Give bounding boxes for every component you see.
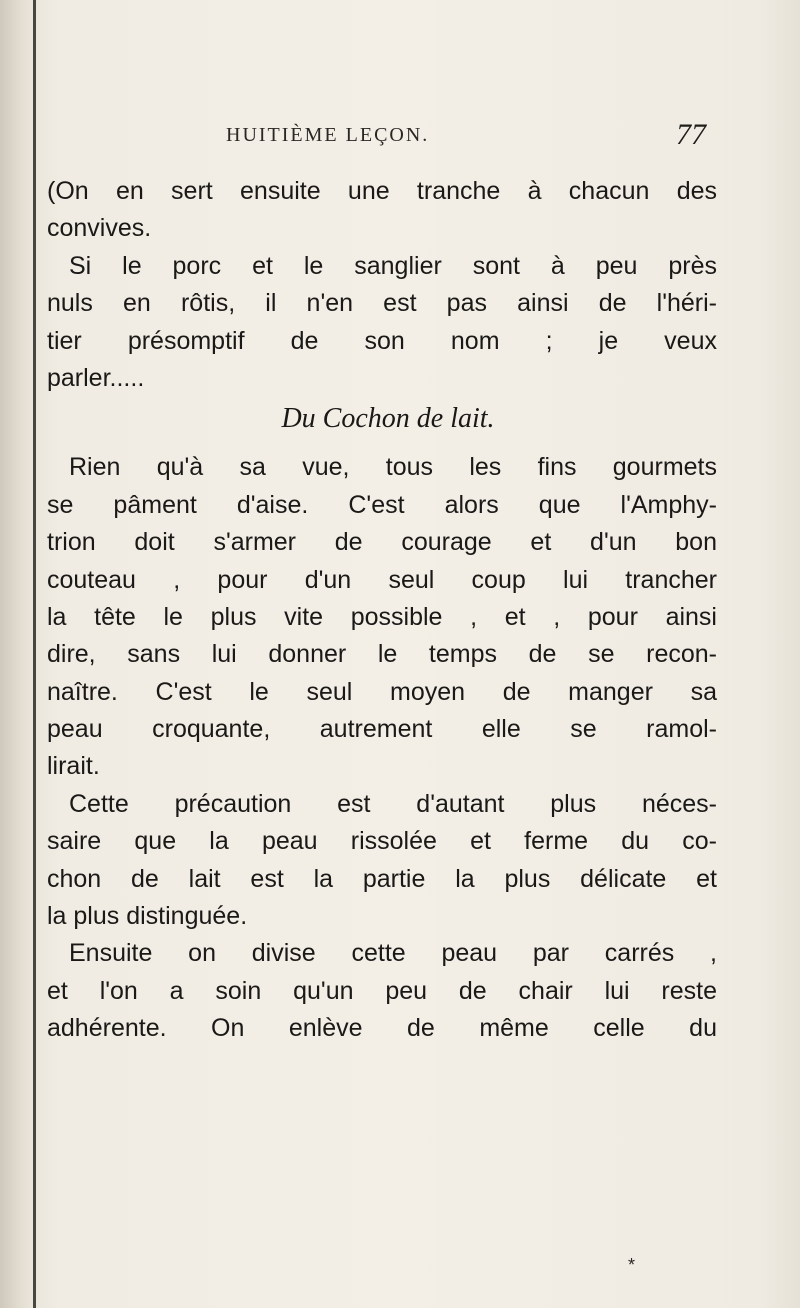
- text-line: saire que la peau rissolée et ferme du co-: [47, 827, 717, 856]
- page-header: [226, 118, 706, 158]
- text-line: Cette précaution est d'autant plus néces-: [69, 789, 717, 818]
- text-line: Si le porc et le sanglier sont à peu près: [69, 251, 717, 280]
- section-title: Du Cochon de lait.: [281, 403, 495, 435]
- binding-line: [33, 0, 36, 1308]
- text-line: parler.....: [47, 363, 145, 392]
- page-number: 77: [676, 118, 706, 151]
- text-line: nuls en rôtis, il n'en est pas ainsi de l'héri-: [47, 289, 717, 318]
- text-line: peau croquante, autrement elle se ramol-: [47, 715, 717, 744]
- text-line: la plus distinguée.: [47, 902, 248, 931]
- signature-mark: *: [628, 1255, 636, 1275]
- text-line: la tête le plus vite possible , et , pour ainsi: [47, 602, 717, 631]
- text-line: convives.: [47, 214, 152, 243]
- body-text: [47, 173, 717, 1048]
- binding-edge: [0, 0, 34, 1308]
- running-head: HUITIÈME LEÇON.: [226, 124, 430, 146]
- text-line: (On en sert ensuite une tranche à chacun des: [47, 177, 717, 205]
- text-line: Rien qu'à sa vue, tous les fins gourmets: [69, 453, 717, 482]
- text-line: tier présomptif de son nom ; je veux: [47, 326, 717, 355]
- text-line: trion doit s'armer de courage et d'un bon: [47, 528, 717, 557]
- text-line: chon de lait est la partie la plus délicate et: [47, 864, 717, 893]
- text-line: et l'on a soin qu'un peu de chair lui reste: [47, 976, 717, 1005]
- text-line: dire, sans lui donner le temps de se recon-: [47, 640, 717, 669]
- text-line: couteau , pour d'un seul coup lui trancher: [47, 565, 717, 594]
- text-line: se pâment d'aise. C'est alors que l'Amphy-: [47, 490, 717, 519]
- text-line: lirait.: [47, 752, 100, 781]
- text-line: adhérente. On enlève de même celle du: [47, 1014, 717, 1043]
- text-line: naître. C'est le seul moyen de manger sa: [47, 677, 717, 706]
- text-line: Ensuite on divise cette peau par carrés ,: [69, 939, 717, 968]
